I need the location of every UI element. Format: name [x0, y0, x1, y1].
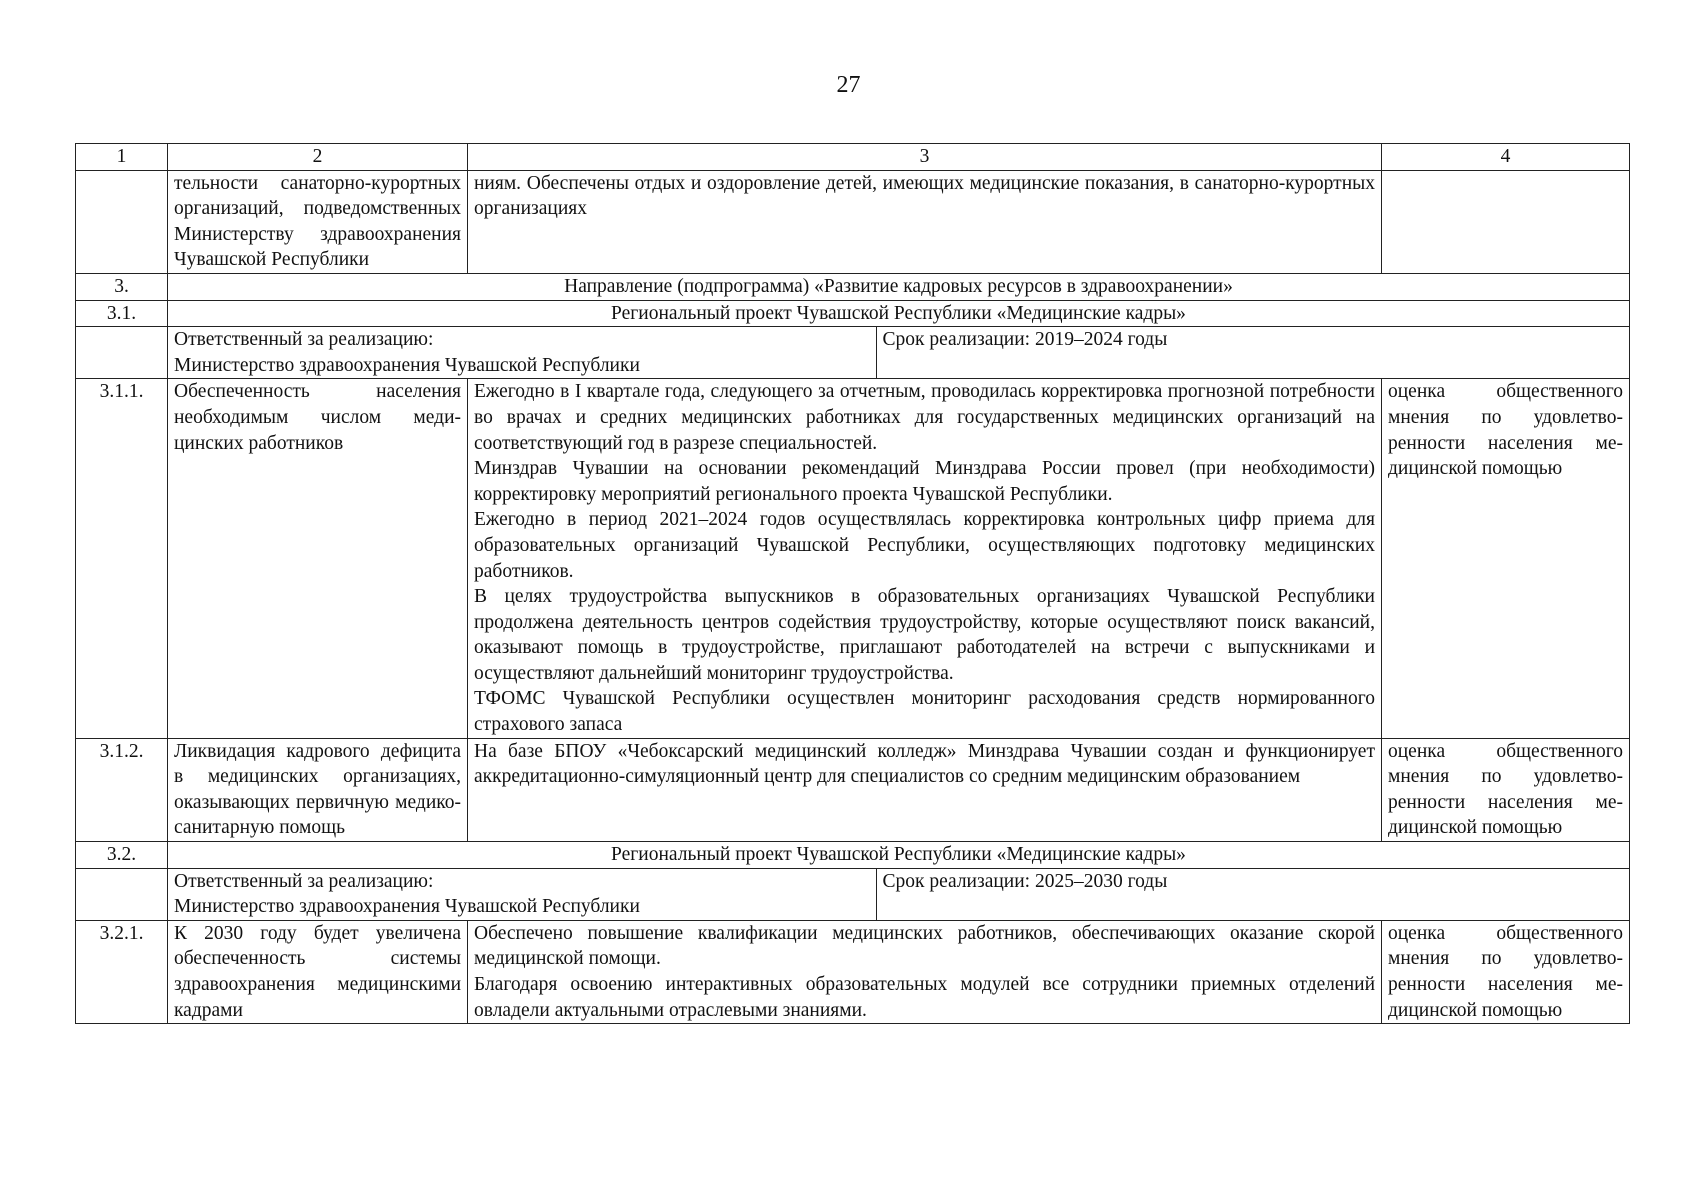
cell-result: На базе БПОУ «Чебоксарский медицинский колледж» Минздрава Чувашии создан и функционирует аккредитационно-симуляционный центр для специалистов со средним медицинским образованием: [468, 738, 1382, 841]
project-info-row: [76, 868, 1630, 920]
table-row: [76, 738, 1630, 841]
cell-task: тельности санаторно-курортных организаций, подведомственных Министерству здравоохранения Чувашской Республики: [168, 170, 468, 273]
responsible-org: Министерство здравоохранения Чувашской Республики: [174, 354, 640, 376]
cell-indicator: оценка общественного мнения по удовлетворенности населения медицинской помощью: [1382, 920, 1630, 1023]
responsible-label: Ответственный за реализацию:: [174, 329, 434, 351]
cell-indicator: оценка общественного мнения по удовлетворенности населения медицинской помощью: [1382, 738, 1630, 841]
section-title: Направление (подпрограмма) «Развитие кадровых ресурсов в здравоохранении»: [168, 273, 1630, 300]
result-paragraph: Ежегодно в I квартале года, следующего за отчетным, проводилась корректировка прогнозной потребности во врачах и средних медицинских работниках для государственных медицинских организаций на соответствующий год в разрезе специальностей.: [474, 381, 1375, 454]
header-col-4: 4: [1382, 144, 1630, 171]
project-row: [76, 842, 1630, 869]
header-col-1: 1: [76, 144, 168, 171]
project-info-cell: [168, 868, 1630, 920]
cell-task: К 2030 году будет увеличена обеспеченность системы здравоохранения медицинскими кадрами: [168, 920, 468, 1023]
cell-result: [468, 379, 1382, 738]
project-number: 3.1.: [76, 300, 168, 327]
cell-task: Ликвидация кадрового дефицита в медицинских организациях, оказывающих первичную медико-санитарную помощь: [168, 738, 468, 841]
cell-result: [468, 920, 1382, 1023]
project-title: Региональный проект Чувашской Республики «Медицинские кадры»: [168, 842, 1630, 869]
project-number: 3.2.: [76, 842, 168, 869]
report-table: [75, 143, 1630, 1024]
result-paragraph: Ежегодно в период 2021–2024 годов осуществлялась корректировка контрольных цифр приема для образовательных организаций Чувашской Республики, осуществляющих подготовку медицинских работников.: [474, 509, 1375, 582]
project-info-cell: [168, 327, 1630, 379]
row-number: 3.2.1.: [76, 920, 168, 1023]
row-number: 3.1.1.: [76, 379, 168, 738]
section-row: [76, 273, 1630, 300]
result-paragraph: Благодаря освоению интерактивных образовательных модулей все сотрудники приемных отделений овладели актуальными отраслевыми знаниями.: [474, 974, 1375, 1021]
responsible-label: Ответственный за реализацию:: [174, 870, 434, 892]
project-title: Региональный проект Чувашской Республики «Медицинские кадры»: [168, 300, 1630, 327]
project-info: [168, 869, 1629, 920]
result-paragraph: ТФОМС Чувашской Республики осуществлен мониторинг расходования средств нормированного страхового запаса: [474, 688, 1375, 736]
result-paragraph: Обеспечено повышение квалификации медицинских работников, обеспечивающих оказание скорой медицинской помощи.: [474, 922, 1375, 970]
responsible-block: [168, 869, 876, 920]
table-row: [76, 920, 1630, 1023]
result-paragraph: Минздрав Чувашии на основании рекомендаций Минздрава России провел (при необходимости) корректировку мероприятий регионального проекта Чувашской Республики.: [474, 458, 1375, 505]
project-info-row: [76, 327, 1630, 379]
cell-indicator: оценка общественного мнения по удовлетворенности населения медицинской помощью: [1382, 379, 1630, 738]
header-col-3: 3: [468, 144, 1382, 171]
cell-task: Обеспеченность населения необходимым числом медицинских работников: [168, 379, 468, 738]
cell-indicator: [1382, 170, 1630, 273]
cell-result: ниям. Обеспечены отдых и оздоровление детей, имеющих медицинские показания, в санаторно-курортных организациях: [468, 170, 1382, 273]
project-row: [76, 300, 1630, 327]
page-number: 27: [836, 72, 861, 98]
implementation-term: Срок реализации: 2025–2030 годы: [876, 869, 1629, 920]
implementation-term: Срок реализации: 2019–2024 годы: [876, 327, 1629, 378]
responsible-block: [168, 327, 876, 378]
table-row-continuation: [76, 170, 1630, 273]
responsible-org: Министерство здравоохранения Чувашской Республики: [174, 896, 640, 918]
cell-num: [76, 170, 168, 273]
header-col-2: 2: [168, 144, 468, 171]
table-row: [76, 379, 1630, 738]
row-number: 3.1.2.: [76, 738, 168, 841]
result-paragraph: В целях трудоустройства выпускников в образовательных организациях Чувашской Республики продолжена деятельность центров содействия трудоустройству, которые осуществляют поиск вакансий, оказывают помощь в трудоустройстве, приглашают работодателей на встречи с выпускниками и осуществляют дальнейший мониторинг трудоустройства.: [474, 586, 1375, 684]
project-info: [168, 327, 1629, 378]
table-header-row: [76, 144, 1630, 171]
cell-num: [76, 327, 168, 379]
section-number: 3.: [76, 273, 168, 300]
cell-num: [76, 868, 168, 920]
